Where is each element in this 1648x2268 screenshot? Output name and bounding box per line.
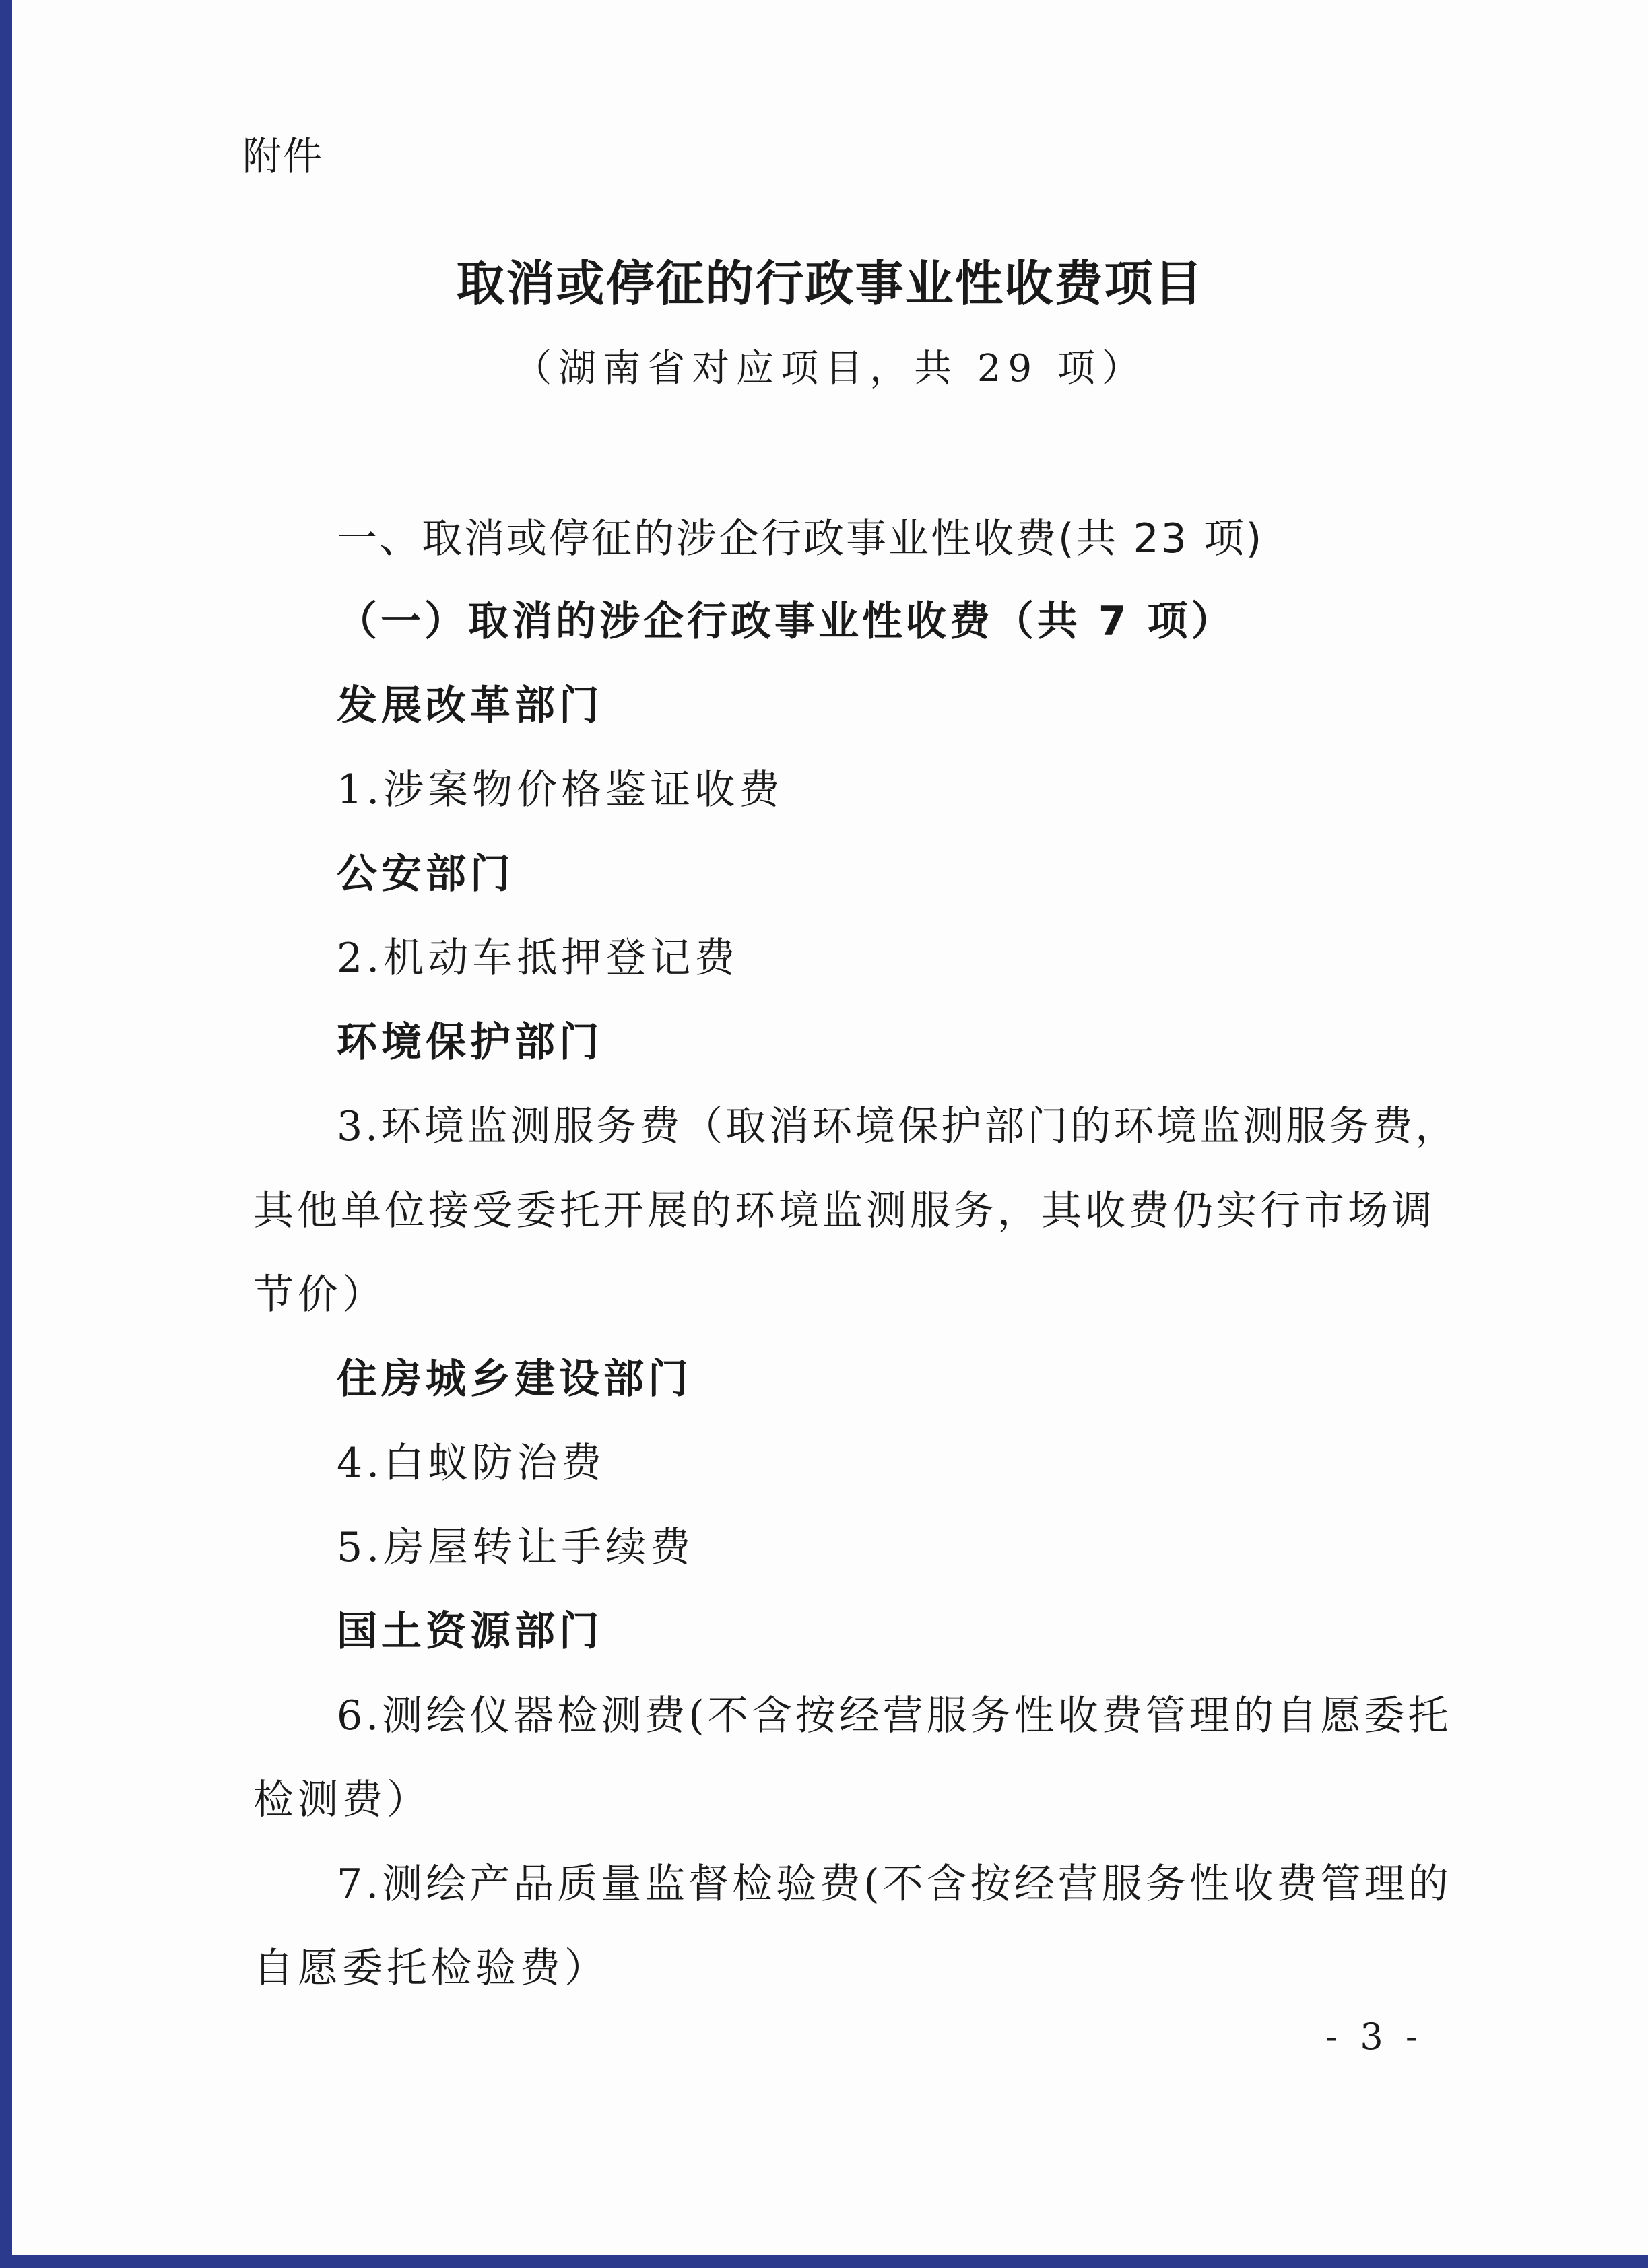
list-item: 4.白蚁防治费	[337, 1440, 606, 1487]
list-item-line: 节价）	[253, 1271, 387, 1319]
list-item: 5.房屋转让手续费	[337, 1524, 695, 1571]
document-page	[12, 0, 1648, 2255]
list-item-line: 自愿委托检验费）	[253, 1945, 609, 1992]
section-heading: 一、取消或停征的涉企行政事业性收费(共 23 项)	[337, 515, 1264, 562]
list-item-line: 检测费）	[253, 1776, 431, 1824]
document-title: 取消或停征的行政事业性收费项目	[456, 255, 1204, 312]
attachment-label: 附件	[242, 133, 324, 179]
department-heading: 国土资源部门	[337, 1608, 603, 1655]
subsection-heading: （一）取消的涉企行政事业性收费（共 7 项）	[337, 598, 1235, 645]
list-item-line: 3.环境监测服务费（取消环境保护部门的环境监测服务费，	[337, 1103, 1459, 1150]
list-item-line: 6.测绘仪器检测费(不含按经营服务性收费管理的自愿委托	[337, 1692, 1452, 1739]
document-subtitle: （湖南省对应项目，共 29 项）	[514, 347, 1146, 391]
department-heading: 住房城乡建设部门	[337, 1356, 692, 1403]
department-heading: 环境保护部门	[337, 1019, 603, 1066]
department-heading: 发展改革部门	[337, 682, 603, 729]
list-item-line: 7.测绘产品质量监督检验费(不含按经营服务性收费管理的	[337, 1861, 1452, 1908]
list-item: 2.机动车抵押登记费	[337, 935, 739, 982]
department-heading: 公安部门	[337, 850, 515, 898]
page-number: - 3 -	[1325, 2015, 1424, 2058]
list-item: 1.涉案物价格鉴证收费	[337, 766, 784, 813]
list-item-line: 其他单位接受委托开展的环境监测服务，其收费仍实行市场调	[253, 1187, 1435, 1234]
